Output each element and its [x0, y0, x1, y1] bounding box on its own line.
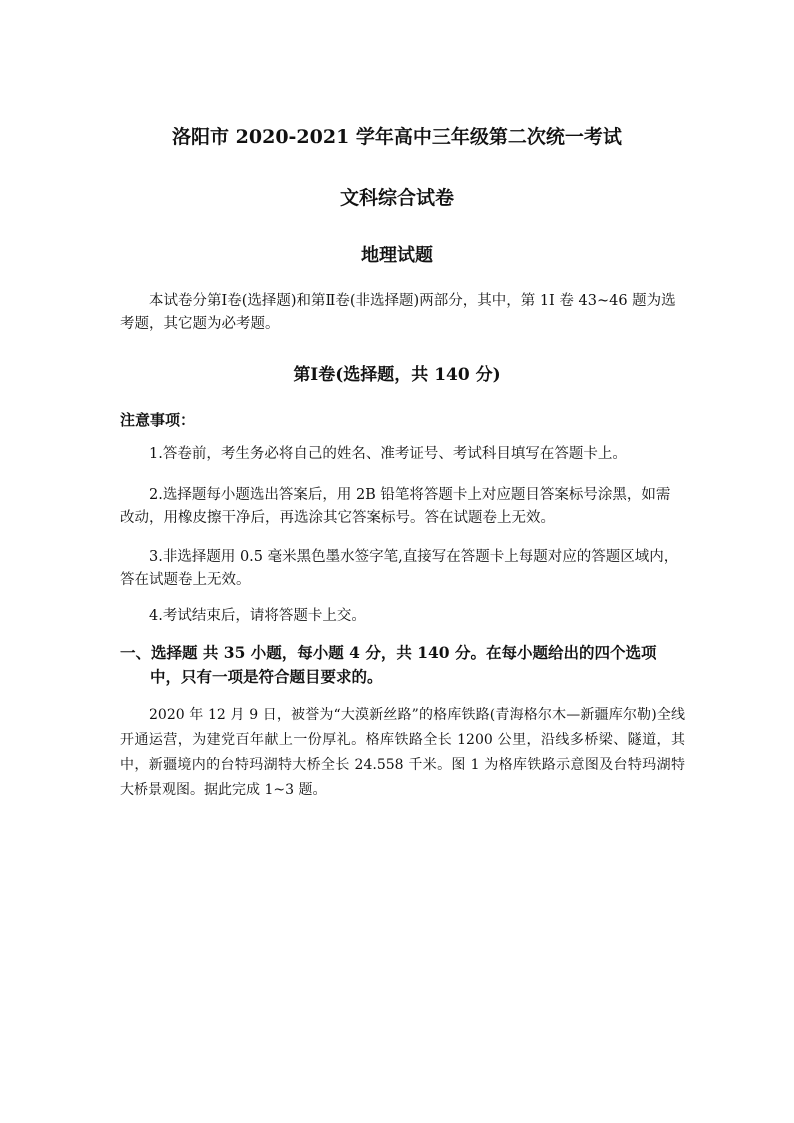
- intro-paragraph: 本试卷分第Ⅰ卷(选择题)和第Ⅱ卷(非选择题)两部分，其中，第 1I 卷 43~46 题为选考题，其它题为必考题。: [120, 293, 676, 332]
- exam-subtitle: 文科综合试卷: [339, 187, 454, 209]
- part-one-heading: 一、选择题 共 35 小题，每小题 4 分，共 140 分。在每小题给出的四个选项中，只有一项是符合题目要求的。: [120, 643, 657, 686]
- subject-title: 地理试题: [361, 245, 433, 266]
- note-item: 3.非选择题用 0.5 毫米黑色墨水签字笔,直接写在答题卡上每题对应的答题区域内，答在试题卷上无效。: [120, 549, 679, 588]
- note-item: 1.答卷前，考生务必将自己的姓名、准考证号、考试科目填写在答题卡上。: [149, 446, 627, 462]
- notes-heading: 注意事项：: [120, 411, 196, 429]
- section-one-title: 第Ⅰ卷(选择题，共 140 分): [293, 365, 501, 385]
- note-item: 4.考试结束后，请将答题卡上交。: [149, 608, 366, 624]
- note-item: 2.选择题每小题选出答案后，用 2B 铅笔将答题卡上对应题目答案标号涂黑，如需改动，用橡皮擦干净后，再选涂其它答案标号。答在试题卷上无效。: [120, 487, 671, 526]
- exam-title: 洛阳市 2020-2021 学年高中三年级第二次统一考试: [172, 126, 622, 148]
- question-passage: 2020 年 12 月 9 日，被誉为“大漠新丝路”的格库铁路(青海格尔木—新疆库尔勒)全线开通运营，为建党百年献上一份厚礼。格库铁路全长 1200 公里，沿线多桥梁、隧道，其中，新疆境内的台特玛湖特大桥全长 24.558 千米。图 1 为格库铁路示意图及台特玛湖特大桥景观图。据此完成 1~3 题。: [120, 707, 685, 798]
